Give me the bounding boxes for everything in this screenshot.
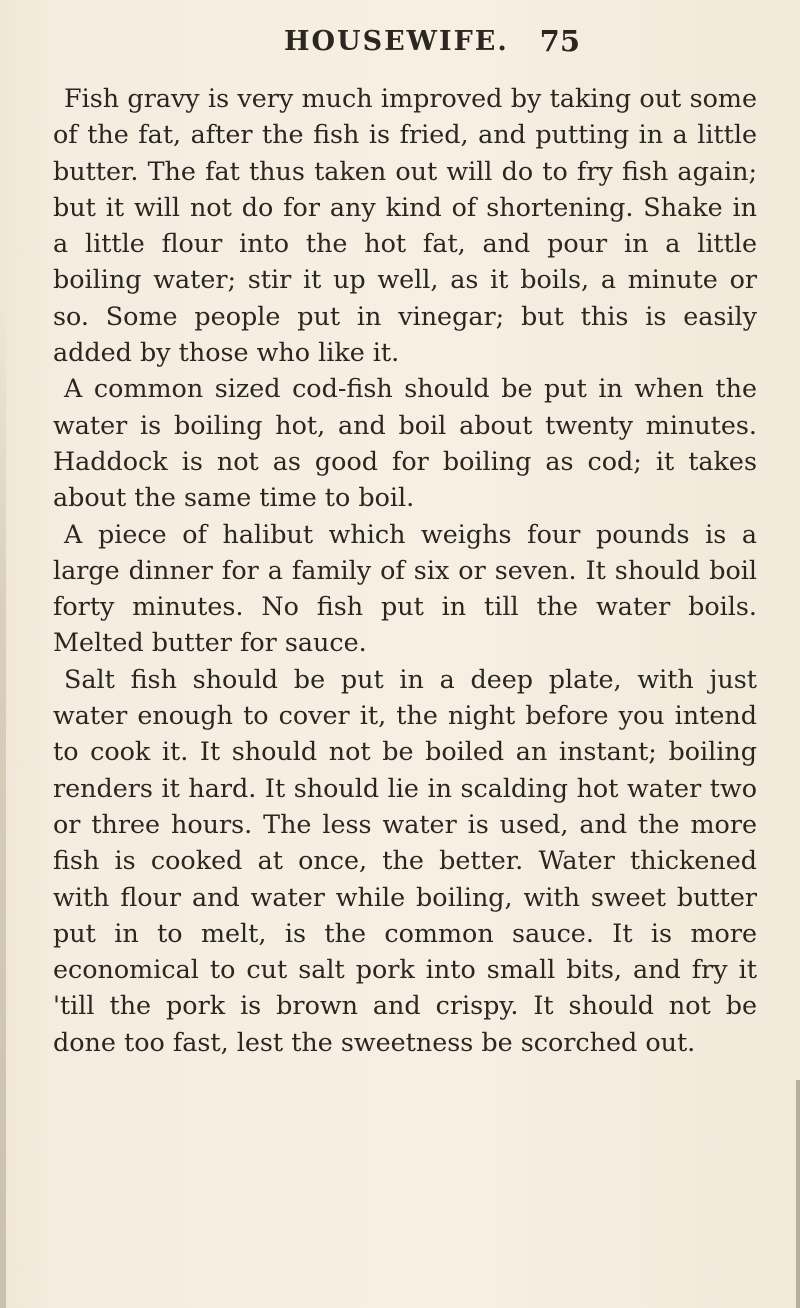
running-head: HOUSEWIFE. [284,26,509,57]
page-edge-shadow [796,1080,800,1308]
page-binding-shadow [0,300,6,1308]
paragraph-cod-fish: A common sized cod-fish should be put in when the water is boiling hot, and boil about twenty minutes. Haddock is not as good for boiling as cod; it takes about the same time to boil. [53,373,757,513]
page-header [200,26,580,66]
body-text [53,80,757,1060]
paragraph-fish-gravy: Fish gravy is very much improved by taking out some of the fat, after the fish is fried, and putting in a little butter. The fat thus taken out will do to fry fish again; but it will not do for any kind of shortening. Shake in a little flour into the hot fat, and pour in a little boiling water; stir it up well, as it boils, a minute or so. Some people put in vinegar; but this is easily added by those who like it. [53,83,757,368]
paragraph-salt-fish: Salt fish should be put in a deep plate, with just water enough to cover it, the night before you intend to cook it. It should not be boiled an instant; boiling renders it hard. It should lie in scalding hot water two or three hours. The less water is used, and the more fish is cooked at once, the better. Water thickened with flour and water while boiling, with sweet butter put in to melt, is the common sauce. It is more economical to cut salt pork into small bits, and fry it 'till the pork is brown and crispy. It should not be done too fast, lest the sweetness be scorched out. [53,663,757,1057]
page-number: 75 [539,24,580,58]
paragraph-halibut: A piece of halibut which weighs four pounds is a large dinner for a family of six or seven. It should boil forty minutes. No fish put in till the water boils. Melted butter for sauce. [53,518,757,658]
